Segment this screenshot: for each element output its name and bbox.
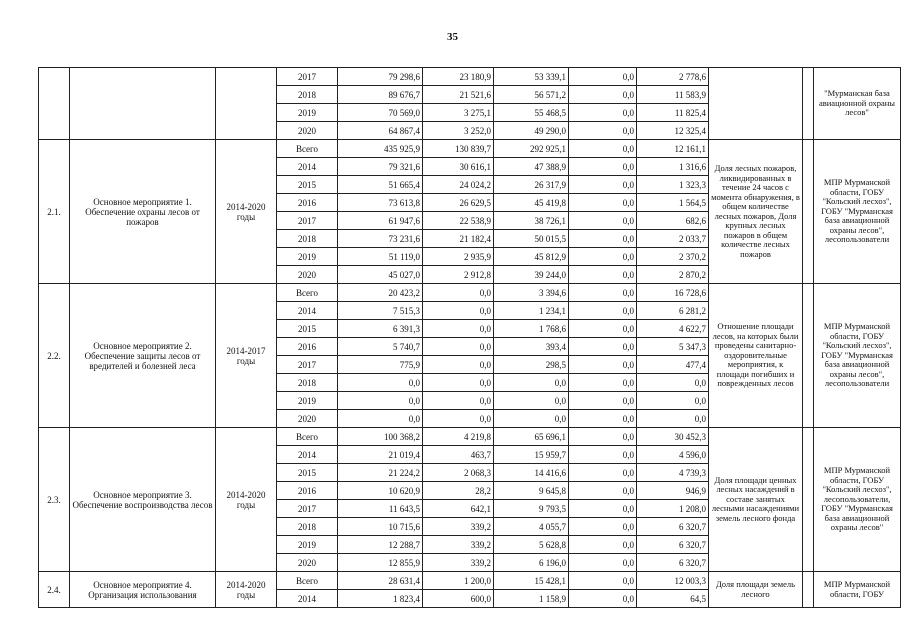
other-sources-cell: 2 370,2 — [637, 248, 709, 266]
total-cell: 21 224,2 — [338, 464, 423, 482]
federal-budget-cell: 339,2 — [423, 518, 494, 536]
section-number-cell: 2.3. — [39, 428, 70, 572]
local-budget-cell: 0,0 — [569, 158, 637, 176]
other-sources-cell: 12 003,3 — [637, 572, 709, 590]
year-cell: 2018 — [277, 230, 338, 248]
federal-budget-cell: 0,0 — [423, 374, 494, 392]
local-budget-cell: 0,0 — [569, 284, 637, 302]
indicator-cell: Отношение площади лесов, на которых были проведены санитарно-оздоровительные мероприятия, к площади погибших и поврежденных лесов — [709, 284, 803, 428]
regional-budget-cell: 45 812,9 — [494, 248, 569, 266]
regional-budget-cell: 50 015,5 — [494, 230, 569, 248]
section-number-cell: 2.2. — [39, 284, 70, 428]
federal-budget-cell: 26 629,5 — [423, 194, 494, 212]
regional-budget-cell: 5 628,8 — [494, 536, 569, 554]
year-cell: 2018 — [277, 374, 338, 392]
local-budget-cell: 0,0 — [569, 374, 637, 392]
other-sources-cell: 6 320,7 — [637, 536, 709, 554]
regional-budget-cell: 49 290,0 — [494, 122, 569, 140]
total-cell: 79 298,6 — [338, 68, 423, 86]
section-number-cell: 2.1. — [39, 140, 70, 284]
year-cell: 2014 — [277, 158, 338, 176]
total-cell: 10 715,6 — [338, 518, 423, 536]
activity-name-cell: Основное мероприятие 1. Обеспечение охраны лесов от пожаров — [70, 140, 216, 284]
period-cell: 2014-2020 годы — [216, 572, 277, 608]
local-budget-cell: 0,0 — [569, 230, 637, 248]
regional-budget-cell: 4 055,7 — [494, 518, 569, 536]
federal-budget-cell: 463,7 — [423, 446, 494, 464]
regional-budget-cell: 292 925,1 — [494, 140, 569, 158]
year-cell: 2020 — [277, 122, 338, 140]
regional-budget-cell: 45 419,8 — [494, 194, 569, 212]
federal-budget-cell: 0,0 — [423, 356, 494, 374]
federal-budget-cell: 3 275,1 — [423, 104, 494, 122]
regional-budget-cell: 39 244,0 — [494, 266, 569, 284]
total-cell: 1 823,4 — [338, 590, 423, 608]
regional-budget-cell: 0,0 — [494, 410, 569, 428]
federal-budget-cell: 339,2 — [423, 536, 494, 554]
page-number: 35 — [447, 31, 458, 43]
other-sources-cell: 11 825,4 — [637, 104, 709, 122]
year-cell: 2014 — [277, 446, 338, 464]
other-sources-cell: 2 870,2 — [637, 266, 709, 284]
other-sources-cell: 477,4 — [637, 356, 709, 374]
federal-budget-cell: 28,2 — [423, 482, 494, 500]
regional-budget-cell: 1 768,6 — [494, 320, 569, 338]
executor-cell: "Мурманская база авиационной охраны лесов" — [814, 68, 901, 140]
regional-budget-cell: 393,4 — [494, 338, 569, 356]
year-cell: Всего — [277, 140, 338, 158]
federal-budget-cell: 130 839,7 — [423, 140, 494, 158]
other-sources-cell: 12 325,4 — [637, 122, 709, 140]
regional-budget-cell: 6 196,0 — [494, 554, 569, 572]
total-cell: 775,9 — [338, 356, 423, 374]
year-cell: 2020 — [277, 266, 338, 284]
total-cell: 73 613,8 — [338, 194, 423, 212]
year-cell: 2017 — [277, 356, 338, 374]
total-cell: 79 321,6 — [338, 158, 423, 176]
other-sources-cell: 4 622,7 — [637, 320, 709, 338]
gap-cell — [803, 428, 814, 572]
local-budget-cell: 0,0 — [569, 500, 637, 518]
other-sources-cell: 4 596,0 — [637, 446, 709, 464]
total-cell: 11 643,5 — [338, 500, 423, 518]
local-budget-cell: 0,0 — [569, 302, 637, 320]
indicator-cell: Доля площади ценных лесных насаждений в составе занятых лесными насаждениями земель лесного фонда — [709, 428, 803, 572]
regional-budget-cell: 1 234,1 — [494, 302, 569, 320]
total-cell: 21 019,4 — [338, 446, 423, 464]
local-budget-cell: 0,0 — [569, 446, 637, 464]
federal-budget-cell: 0,0 — [423, 284, 494, 302]
total-cell: 28 631,4 — [338, 572, 423, 590]
executor-cell: МПР Мурманской области, ГОБУ "Кольский лесхоз", ГОБУ "Мурманская база авиационной охраны лесов", лесопользователи — [814, 140, 901, 284]
federal-budget-cell: 0,0 — [423, 410, 494, 428]
local-budget-cell: 0,0 — [569, 392, 637, 410]
year-cell: 2016 — [277, 194, 338, 212]
federal-budget-cell: 0,0 — [423, 320, 494, 338]
year-cell: 2015 — [277, 176, 338, 194]
total-cell: 12 288,7 — [338, 536, 423, 554]
local-budget-cell: 0,0 — [569, 212, 637, 230]
regional-budget-cell: 14 416,6 — [494, 464, 569, 482]
indicator-cell: Доля лесных пожаров, ликвидированных в течение 24 часов с момента обнаружения, в общем количестве лесных пожаров, Доля крупных лесных пожаров в общем количестве лесных пожаров — [709, 140, 803, 284]
regional-budget-cell: 55 468,5 — [494, 104, 569, 122]
federal-budget-cell: 24 024,2 — [423, 176, 494, 194]
total-cell: 6 391,3 — [338, 320, 423, 338]
regional-budget-cell: 298,5 — [494, 356, 569, 374]
total-cell: 70 569,0 — [338, 104, 423, 122]
local-budget-cell: 0,0 — [569, 68, 637, 86]
total-cell: 89 676,7 — [338, 86, 423, 104]
federal-budget-cell: 23 180,9 — [423, 68, 494, 86]
year-cell: 2019 — [277, 104, 338, 122]
regional-budget-cell: 53 339,1 — [494, 68, 569, 86]
local-budget-cell: 0,0 — [569, 86, 637, 104]
period-cell: 2014-2017 годы — [216, 284, 277, 428]
year-cell: 2020 — [277, 410, 338, 428]
federal-budget-cell: 0,0 — [423, 338, 494, 356]
regional-budget-cell: 38 726,1 — [494, 212, 569, 230]
local-budget-cell: 0,0 — [569, 140, 637, 158]
period-cell: 2014-2020 годы — [216, 140, 277, 284]
program-table — [38, 67, 901, 608]
year-cell: 2019 — [277, 536, 338, 554]
other-sources-cell: 4 739,3 — [637, 464, 709, 482]
other-sources-cell: 0,0 — [637, 392, 709, 410]
federal-budget-cell: 21 521,6 — [423, 86, 494, 104]
table-row — [39, 572, 901, 590]
gap-cell — [803, 140, 814, 284]
total-cell: 0,0 — [338, 410, 423, 428]
total-cell: 51 665,4 — [338, 176, 423, 194]
table-body — [39, 68, 901, 608]
local-budget-cell: 0,0 — [569, 104, 637, 122]
federal-budget-cell: 4 219,8 — [423, 428, 494, 446]
period-cell — [216, 68, 277, 140]
year-cell: Всего — [277, 428, 338, 446]
total-cell: 64 867,4 — [338, 122, 423, 140]
other-sources-cell: 6 320,7 — [637, 518, 709, 536]
executor-cell: МПР Мурманской области, ГОБУ "Кольский лесхоз", ГОБУ "Мурманская база авиационной охраны лесов", лесопользователи — [814, 284, 901, 428]
federal-budget-cell: 339,2 — [423, 554, 494, 572]
activity-name-cell — [70, 68, 216, 140]
year-cell: Всего — [277, 284, 338, 302]
other-sources-cell: 5 347,3 — [637, 338, 709, 356]
section-number-cell: 2.4. — [39, 572, 70, 608]
federal-budget-cell: 2 912,8 — [423, 266, 494, 284]
period-cell: 2014-2020 годы — [216, 428, 277, 572]
federal-budget-cell: 21 182,4 — [423, 230, 494, 248]
indicator-cell — [709, 68, 803, 140]
year-cell: 2014 — [277, 302, 338, 320]
other-sources-cell: 64,5 — [637, 590, 709, 608]
federal-budget-cell: 1 200,0 — [423, 572, 494, 590]
gap-cell — [803, 68, 814, 140]
other-sources-cell: 16 728,6 — [637, 284, 709, 302]
total-cell: 45 027,0 — [338, 266, 423, 284]
local-budget-cell: 0,0 — [569, 518, 637, 536]
other-sources-cell: 1 316,6 — [637, 158, 709, 176]
year-cell: 2015 — [277, 320, 338, 338]
total-cell: 5 740,7 — [338, 338, 423, 356]
local-budget-cell: 0,0 — [569, 194, 637, 212]
federal-budget-cell: 2 068,3 — [423, 464, 494, 482]
federal-budget-cell: 642,1 — [423, 500, 494, 518]
year-cell: Всего — [277, 572, 338, 590]
activity-name-cell: Основное мероприятие 2. Обеспечение защиты лесов от вредителей и болезней леса — [70, 284, 216, 428]
total-cell: 61 947,6 — [338, 212, 423, 230]
federal-budget-cell: 0,0 — [423, 392, 494, 410]
year-cell: 2018 — [277, 86, 338, 104]
local-budget-cell: 0,0 — [569, 176, 637, 194]
total-cell: 435 925,9 — [338, 140, 423, 158]
gap-cell — [803, 284, 814, 428]
other-sources-cell: 1 564,5 — [637, 194, 709, 212]
other-sources-cell: 1 208,0 — [637, 500, 709, 518]
total-cell: 73 231,6 — [338, 230, 423, 248]
other-sources-cell: 6 320,7 — [637, 554, 709, 572]
executor-cell: МПР Мурманской области, ГОБУ — [814, 572, 901, 608]
year-cell: 2017 — [277, 500, 338, 518]
local-budget-cell: 0,0 — [569, 554, 637, 572]
year-cell: 2014 — [277, 590, 338, 608]
year-cell: 2016 — [277, 482, 338, 500]
local-budget-cell: 0,0 — [569, 464, 637, 482]
year-cell: 2015 — [277, 464, 338, 482]
activity-name-cell: Основное мероприятие 4. Организация использования — [70, 572, 216, 608]
total-cell: 12 855,9 — [338, 554, 423, 572]
year-cell: 2020 — [277, 554, 338, 572]
local-budget-cell: 0,0 — [569, 320, 637, 338]
total-cell: 7 515,3 — [338, 302, 423, 320]
table-row — [39, 428, 901, 446]
federal-budget-cell: 600,0 — [423, 590, 494, 608]
other-sources-cell: 11 583,9 — [637, 86, 709, 104]
total-cell: 0,0 — [338, 392, 423, 410]
regional-budget-cell: 56 571,2 — [494, 86, 569, 104]
other-sources-cell: 1 323,3 — [637, 176, 709, 194]
local-budget-cell: 0,0 — [569, 122, 637, 140]
regional-budget-cell: 0,0 — [494, 392, 569, 410]
regional-budget-cell: 15 428,1 — [494, 572, 569, 590]
executor-cell: МПР Мурманской области, ГОБУ "Кольский лесхоз", лесопользователи, ГОБУ "Мурманская база авиационной охраны лесов" — [814, 428, 901, 572]
total-cell: 10 620,9 — [338, 482, 423, 500]
local-budget-cell: 0,0 — [569, 572, 637, 590]
gap-cell — [803, 572, 814, 608]
local-budget-cell: 0,0 — [569, 590, 637, 608]
federal-budget-cell: 3 252,0 — [423, 122, 494, 140]
local-budget-cell: 0,0 — [569, 266, 637, 284]
federal-budget-cell: 2 935,9 — [423, 248, 494, 266]
regional-budget-cell: 1 158,9 — [494, 590, 569, 608]
year-cell: 2019 — [277, 248, 338, 266]
total-cell: 100 368,2 — [338, 428, 423, 446]
local-budget-cell: 0,0 — [569, 536, 637, 554]
section-number-cell — [39, 68, 70, 140]
other-sources-cell: 0,0 — [637, 374, 709, 392]
federal-budget-cell: 22 538,9 — [423, 212, 494, 230]
year-cell: 2017 — [277, 68, 338, 86]
regional-budget-cell: 26 317,9 — [494, 176, 569, 194]
regional-budget-cell: 47 388,9 — [494, 158, 569, 176]
local-budget-cell: 0,0 — [569, 482, 637, 500]
other-sources-cell: 12 161,1 — [637, 140, 709, 158]
local-budget-cell: 0,0 — [569, 356, 637, 374]
year-cell: 2018 — [277, 518, 338, 536]
other-sources-cell: 0,0 — [637, 410, 709, 428]
local-budget-cell: 0,0 — [569, 428, 637, 446]
other-sources-cell: 946,9 — [637, 482, 709, 500]
activity-name-cell: Основное мероприятие 3. Обеспечение воспроизводства лесов — [70, 428, 216, 572]
other-sources-cell: 30 452,3 — [637, 428, 709, 446]
local-budget-cell: 0,0 — [569, 248, 637, 266]
table-row — [39, 284, 901, 302]
other-sources-cell: 2 033,7 — [637, 230, 709, 248]
regional-budget-cell: 15 959,7 — [494, 446, 569, 464]
regional-budget-cell: 65 696,1 — [494, 428, 569, 446]
regional-budget-cell: 9 645,8 — [494, 482, 569, 500]
year-cell: 2019 — [277, 392, 338, 410]
local-budget-cell: 0,0 — [569, 410, 637, 428]
other-sources-cell: 2 778,6 — [637, 68, 709, 86]
indicator-cell: Доля площади земель лесного — [709, 572, 803, 608]
year-cell: 2016 — [277, 338, 338, 356]
total-cell: 0,0 — [338, 374, 423, 392]
regional-budget-cell: 0,0 — [494, 374, 569, 392]
table-row — [39, 140, 901, 158]
regional-budget-cell: 9 793,5 — [494, 500, 569, 518]
local-budget-cell: 0,0 — [569, 338, 637, 356]
year-cell: 2017 — [277, 212, 338, 230]
other-sources-cell: 6 281,2 — [637, 302, 709, 320]
total-cell: 20 423,2 — [338, 284, 423, 302]
regional-budget-cell: 3 394,6 — [494, 284, 569, 302]
total-cell: 51 119,0 — [338, 248, 423, 266]
federal-budget-cell: 30 616,1 — [423, 158, 494, 176]
other-sources-cell: 682,6 — [637, 212, 709, 230]
federal-budget-cell: 0,0 — [423, 302, 494, 320]
table-row — [39, 68, 901, 86]
